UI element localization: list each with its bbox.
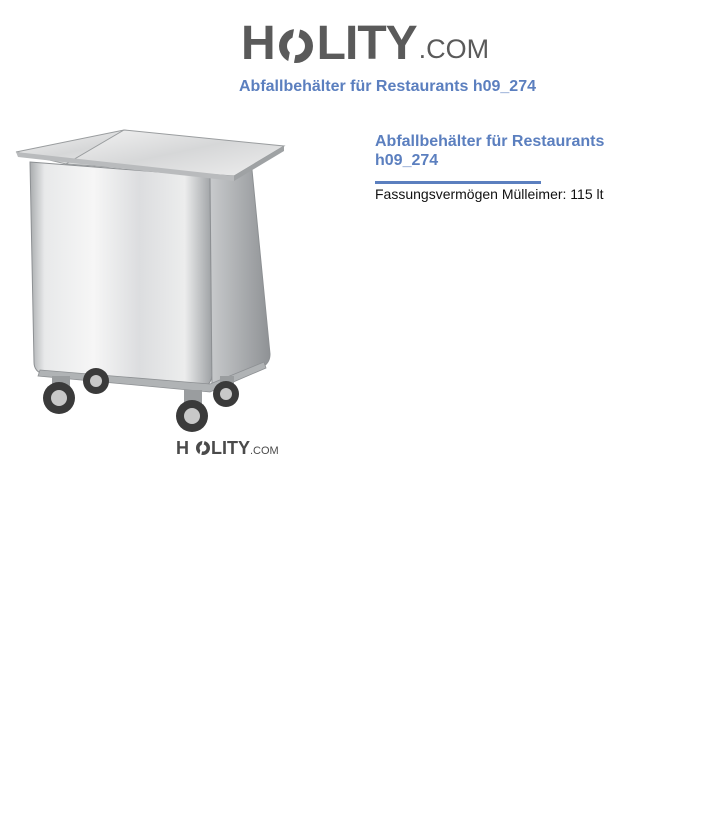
holity-logo-o-icon <box>276 20 316 68</box>
logo-text: LITY <box>316 17 417 70</box>
svg-text:.COM: .COM <box>250 445 279 457</box>
product-image <box>14 126 290 466</box>
watermark-logo <box>176 438 279 458</box>
logo-letter-h: H <box>241 17 275 70</box>
product-name: Abfallbehälter für Restaurants h09_274 <box>375 133 605 169</box>
page-title: Abfallbehälter für Restaurants h09_274 <box>239 78 536 95</box>
logo-suffix: .COM <box>418 34 490 64</box>
svg-text:H: H <box>176 438 189 458</box>
svg-text:LITY: LITY <box>211 438 250 458</box>
site-logo[interactable] <box>241 10 490 70</box>
title-divider <box>375 181 541 184</box>
product-spec: Fassungsvermögen Mülleimer: 115 lt <box>375 186 604 202</box>
